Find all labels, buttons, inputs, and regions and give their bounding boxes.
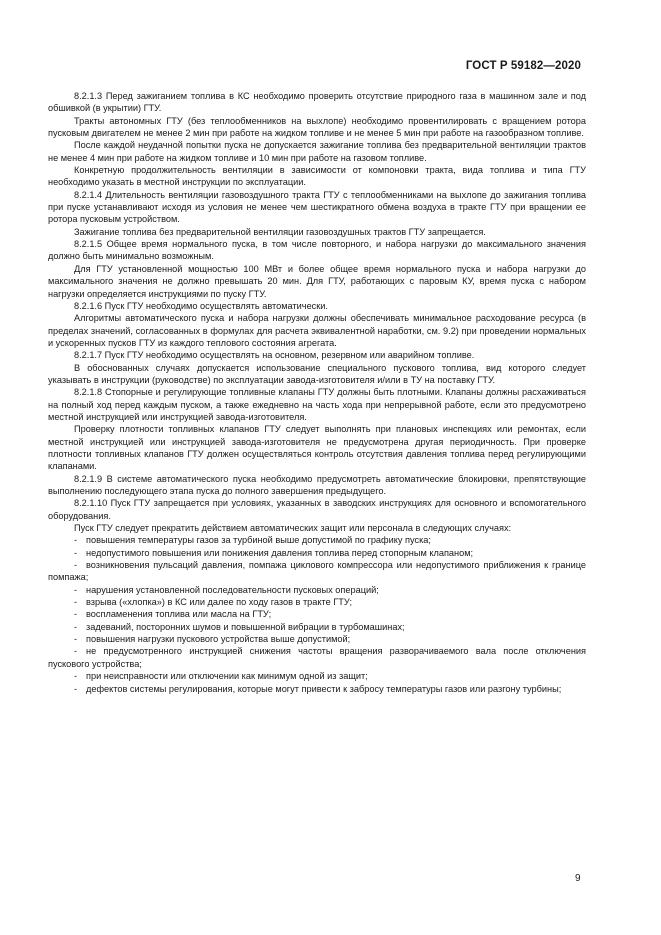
- list-item: [48, 534, 586, 546]
- list-dash: -: [74, 671, 78, 682]
- list-item: [48, 683, 586, 695]
- paragraph: Пуск ГТУ следует прекратить действием автоматических защит или персонала в следующих случаях:: [74, 523, 512, 534]
- list-item-text: не предусмотренного инструкцией снижения частоты вращения разворачиваемого вала после отключения пускового устройства;: [48, 646, 586, 669]
- list-item-text: воспламенения топлива или масла на ГТУ;: [86, 609, 272, 620]
- list-item: [48, 559, 586, 584]
- paragraph: Тракты автономных ГТУ (без теплообменников на выхлопе) необходимо провентилировать с вращением ротора пусковым двигателем не менее 2 мин при работе на жидком топливе и не менее 5 мин при работе на газообразном топливе.: [48, 115, 586, 139]
- paragraph: Конкретную продолжительность вентиляции в зависимости от компоновки тракта, вида топлива и типа ГТУ необходимо указать в местной инструкции по эксплуатации.: [48, 165, 586, 188]
- paragraph: После каждой неудачной попытки пуска не допускается зажигание топлива без предварительной вентиляции трактов не менее 4 мин при работе на жидком топливе и 10 мин при работе на газовом топливе.: [48, 140, 586, 163]
- list-item-text: дефектов системы регулирования, которые могут привести к забросу температуры газов или разгону турбины;: [86, 683, 562, 694]
- list-item: [48, 645, 586, 670]
- paragraph: Проверку плотности топливных клапанов ГТУ следует выполнять при плановых инспекциях или ремонтах, если местной инструкцией или инструкцией завода-изготовителя не предусмотрена другая периодичность. При проверке плотности топливных клапанов ГТУ должен осуществляться контроль отсутствия давления топлива перед регулирующими клапанами.: [48, 424, 586, 472]
- list-item: [48, 608, 586, 620]
- list-item: [48, 584, 586, 596]
- list-dash: -: [74, 646, 78, 657]
- list-item-text: взрыва («хлопка») в КС или далее по ходу газов в тракте ГТУ;: [86, 597, 353, 608]
- paragraph: 8.2.1.3 Перед зажиганием топлива в КС необходимо проверить отсутствие природного газа в машинном зале и под обшивкой (в укрытии) ГТУ.: [48, 91, 586, 114]
- list-item-text: повышения температуры газов за турбиной выше допустимой по графику пуска;: [86, 535, 431, 546]
- paragraph: В обоснованных случаях допускается использование специального пускового топлива, вид которого следует указывать в инструкции (руководстве) по эксплуатации завода-изготовителя и/или в ТУ на поставку ГТУ.: [48, 362, 586, 385]
- list-dash: -: [74, 634, 78, 645]
- paragraph: Зажигание топлива без предварительной вентиляции газовоздушных трактов ГТУ запрещается.: [74, 226, 486, 237]
- paragraph: Для ГТУ установленной мощностью 100 МВт и более общее время нормального пуска и набора нагрузки до максимального значения не должно превышать 20 мин. Для ГТУ, работающих с паровым КУ, время пуска с набором нагрузки определяется инструкциями по пуску ГТУ.: [48, 263, 586, 299]
- list-item-text: при неисправности или отключении как минимум одной из защит;: [86, 671, 368, 682]
- paragraph: 8.2.1.6 Пуск ГТУ необходимо осуществлять автоматически.: [74, 300, 328, 311]
- list-dash: -: [74, 560, 78, 571]
- list-item: [48, 670, 586, 682]
- list-item-text: недопустимого повышения или понижения давления топлива перед стопорным клапаном;: [86, 547, 474, 558]
- list-item: [48, 633, 586, 645]
- paragraph: 8.2.1.8 Стопорные и регулирующие топливные клапаны ГТУ должны быть плотными. Клапаны должны расхаживаться на полный ход перед каждым пуском, а также ежедневно на часть хода при непрерывной работе, если это предусмотрено местной инструкцией или инструкцией завода-изготовителя.: [48, 387, 586, 422]
- list-item-text: повышения нагрузки пускового устройства выше допустимой;: [86, 634, 351, 645]
- page-number: 9: [575, 873, 581, 884]
- list-dash: -: [74, 584, 78, 595]
- list-item-text: нарушения установленной последовательности пусковых операций;: [86, 584, 379, 595]
- list-dash: -: [74, 683, 78, 694]
- list-item: [48, 547, 586, 559]
- paragraph: Алгоритмы автоматического пуска и набора нагрузки должны обеспечивать минимальное расходование ресурса (в пределах значений, согласованных в формулах для расчета эквивалентной наработки, см. 9.2) при проведении нормальных и ускоренных пусков ГТУ из каждого теплового состояния агрегата.: [48, 313, 586, 348]
- list-dash: -: [74, 535, 78, 546]
- paragraph: 8.2.1.10 Пуск ГТУ запрещается при условиях, указанных в заводских инструкциях для основного и вспомогательного оборудования.: [48, 498, 586, 521]
- list-item: [48, 621, 586, 633]
- list-item: [48, 596, 586, 608]
- list-dash: -: [74, 547, 78, 558]
- paragraph: 8.2.1.9 В системе автоматического пуска необходимо предусмотреть автоматические блокировки, препятствующие выполнению последующего этапа пуска до полного завершения предыдущего.: [48, 473, 586, 496]
- list-dash: -: [74, 621, 78, 632]
- list-item-text: возникновения пульсаций давления, помпажа циклового компрессора или недопустимого приближения к границе помпажа;: [48, 560, 586, 583]
- stop-conditions-list: [48, 534, 586, 694]
- paragraph: 8.2.1.7 Пуск ГТУ необходимо осуществлять на основном, резервном или аварийном топливе.: [74, 350, 475, 361]
- list-dash: -: [74, 609, 78, 620]
- paragraph: 8.2.1.4 Длительность вентиляции газовоздушного тракта ГТУ с теплообменниками на выхлопе до зажигания топлива при пуске устанавливают исходя из условия не менее чем шестикратного обмена воздуха в тракте ГТУ при вращении ее ротора пусковым устройством.: [48, 189, 586, 225]
- list-dash: -: [74, 597, 78, 608]
- document-body: [48, 90, 586, 695]
- paragraph: 8.2.1.5 Общее время нормального пуска, в том числе повторного, и набора нагрузки до максимального значения должно быть минимально возможным.: [48, 239, 586, 262]
- list-item-text: задеваний, посторонних шумов и повышенной вибрации в турбомашинах;: [86, 621, 405, 632]
- standard-code-header: ГОСТ Р 59182—2020: [465, 60, 581, 72]
